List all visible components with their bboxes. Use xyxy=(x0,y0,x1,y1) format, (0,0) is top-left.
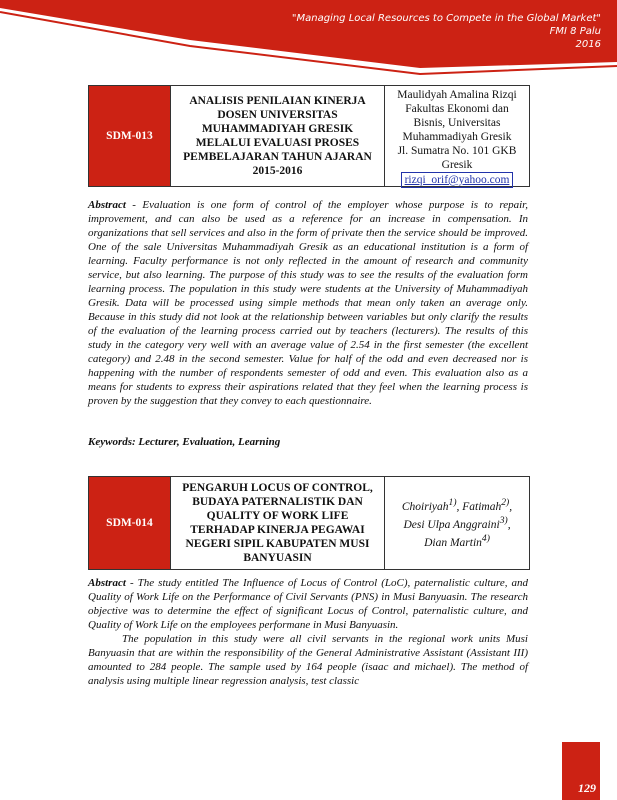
paper-title: ANALISIS PENILAIAN KINERJA DOSEN UNIVERSITAS MUHAMMADIYAH GRESIK MELALUI EVALUASI PROSES PEMBELAJARAN TAHUN AJARAN 2015-2016 xyxy=(171,86,385,186)
author-address: Jl. Sumatra No. 101 GKB Gresik xyxy=(397,145,517,171)
abstract-label: Abstract xyxy=(88,577,126,589)
abstract-label: Abstract xyxy=(88,199,126,211)
paper-entry-sdm-013 xyxy=(88,85,530,187)
author-3-sup: 3) xyxy=(499,515,508,527)
page-number-tab xyxy=(562,742,600,800)
header-tagline: "Managing Local Resources to Compete in the Global Market" xyxy=(291,13,601,24)
keywords: Keywords: Lecturer, Evaluation, Learning xyxy=(88,436,281,448)
paper-author-block xyxy=(385,86,529,186)
header-year: 2016 xyxy=(575,39,601,50)
author-4: Dian Martin xyxy=(424,536,482,549)
paper-entry-sdm-014 xyxy=(88,476,530,570)
abstract-text: - The study entitled The Influence of Locus of Control (LoC), paternalistic culture, and Quality of Work Life on the Performance of Civil Servants (PNS) in Musi Banyuasin. The research objective was to determine the effect of significant Locus of Control, paternalistic culture, and Quality of Work Life on the employees performane in Musi Banyuasin. xyxy=(88,577,528,631)
abstract-2 xyxy=(88,576,528,688)
author-2-sup: 2) xyxy=(501,497,510,509)
author-1: Choiriyah xyxy=(401,501,449,514)
paper-code: SDM-014 xyxy=(89,477,171,569)
abstract-2-para-2: The population in this study were all civil servants in the regional work units Musi Banyuasin that are within the responsibility of the General Administrative Assistant (Assistant III) amounted to 284 people. The sample used by 164 people (isaac and michael). The method of analysis using multiple linear regression analysis, test classic xyxy=(88,633,528,687)
page-number: 129 xyxy=(578,781,596,795)
paper-title: PENGARUH LOCUS OF CONTROL, BUDAYA PATERNALISTIK DAN QUALITY OF WORK LIFE TERHADAP KINERJA PEGAWAI NEGERI SIPIL KABUPATEN MUSI BANYUASIN xyxy=(171,477,385,569)
author-4-sup: 4) xyxy=(481,532,490,544)
author-3: Desi Ulpa Anggraini xyxy=(403,518,500,531)
author-email-link[interactable]: rizqi_orif@yahoo.com xyxy=(401,172,514,188)
author-affiliation: Fakultas Ekonomi dan Bisnis, Universitas Muhammadiyah Gresik xyxy=(402,103,512,143)
author-2: , Fatimah xyxy=(456,501,502,514)
author-name: Maulidyah Amalina Rizqi xyxy=(397,89,517,101)
author-1-sup: 1) xyxy=(448,497,457,509)
header-event: FMI 8 Palu xyxy=(549,26,601,37)
abstract-2-para-1 xyxy=(88,576,528,632)
abstract-1 xyxy=(88,198,528,408)
paper-code: SDM-013 xyxy=(89,86,171,186)
paper-author-block: Choiriyah$^{1)}$, Fatimah$^{2)}$, Desi Ulpa Anggraini$^{3)}$, Dian Martin$^{4)}$ xyxy=(401,497,513,549)
header-tagline-block xyxy=(292,12,601,51)
abstract-text: - Evaluation is one form of control of the employer whose purpose is to repair, improvement, and can also be used as a reference for an increase in compensation. In organizations that sell services and also in the form of private then the service should be improved. One of the sale Universitas Muhammadiyah Gresik as an educational institution is a form of learning. Faculty performance is not only reflected in the amount of research and community service, but also learning. The purpose of this study was to see the results of the evaluation form learning process. The population in this study were students at the University of Muhammadiyah Gresik. Data will be processed using simple methods that mean only taken an average only. Because in this study did not look at the relationship between variables but only clarify the results of the evaluation of the learning process carried out by teachers (lecturers). The results of this study in the category very well with an average value of 2.54 in the first semester (the excellent category) and 2.48 in the second semester. Value for half of the odd and even decreased nor is happening with the number of respondents semester of odd and even. This evaluation also as a means for students to express their aspirations related that they feel when the learning process is proven by the suggestion that they convey to each questionnaire. xyxy=(88,199,528,407)
